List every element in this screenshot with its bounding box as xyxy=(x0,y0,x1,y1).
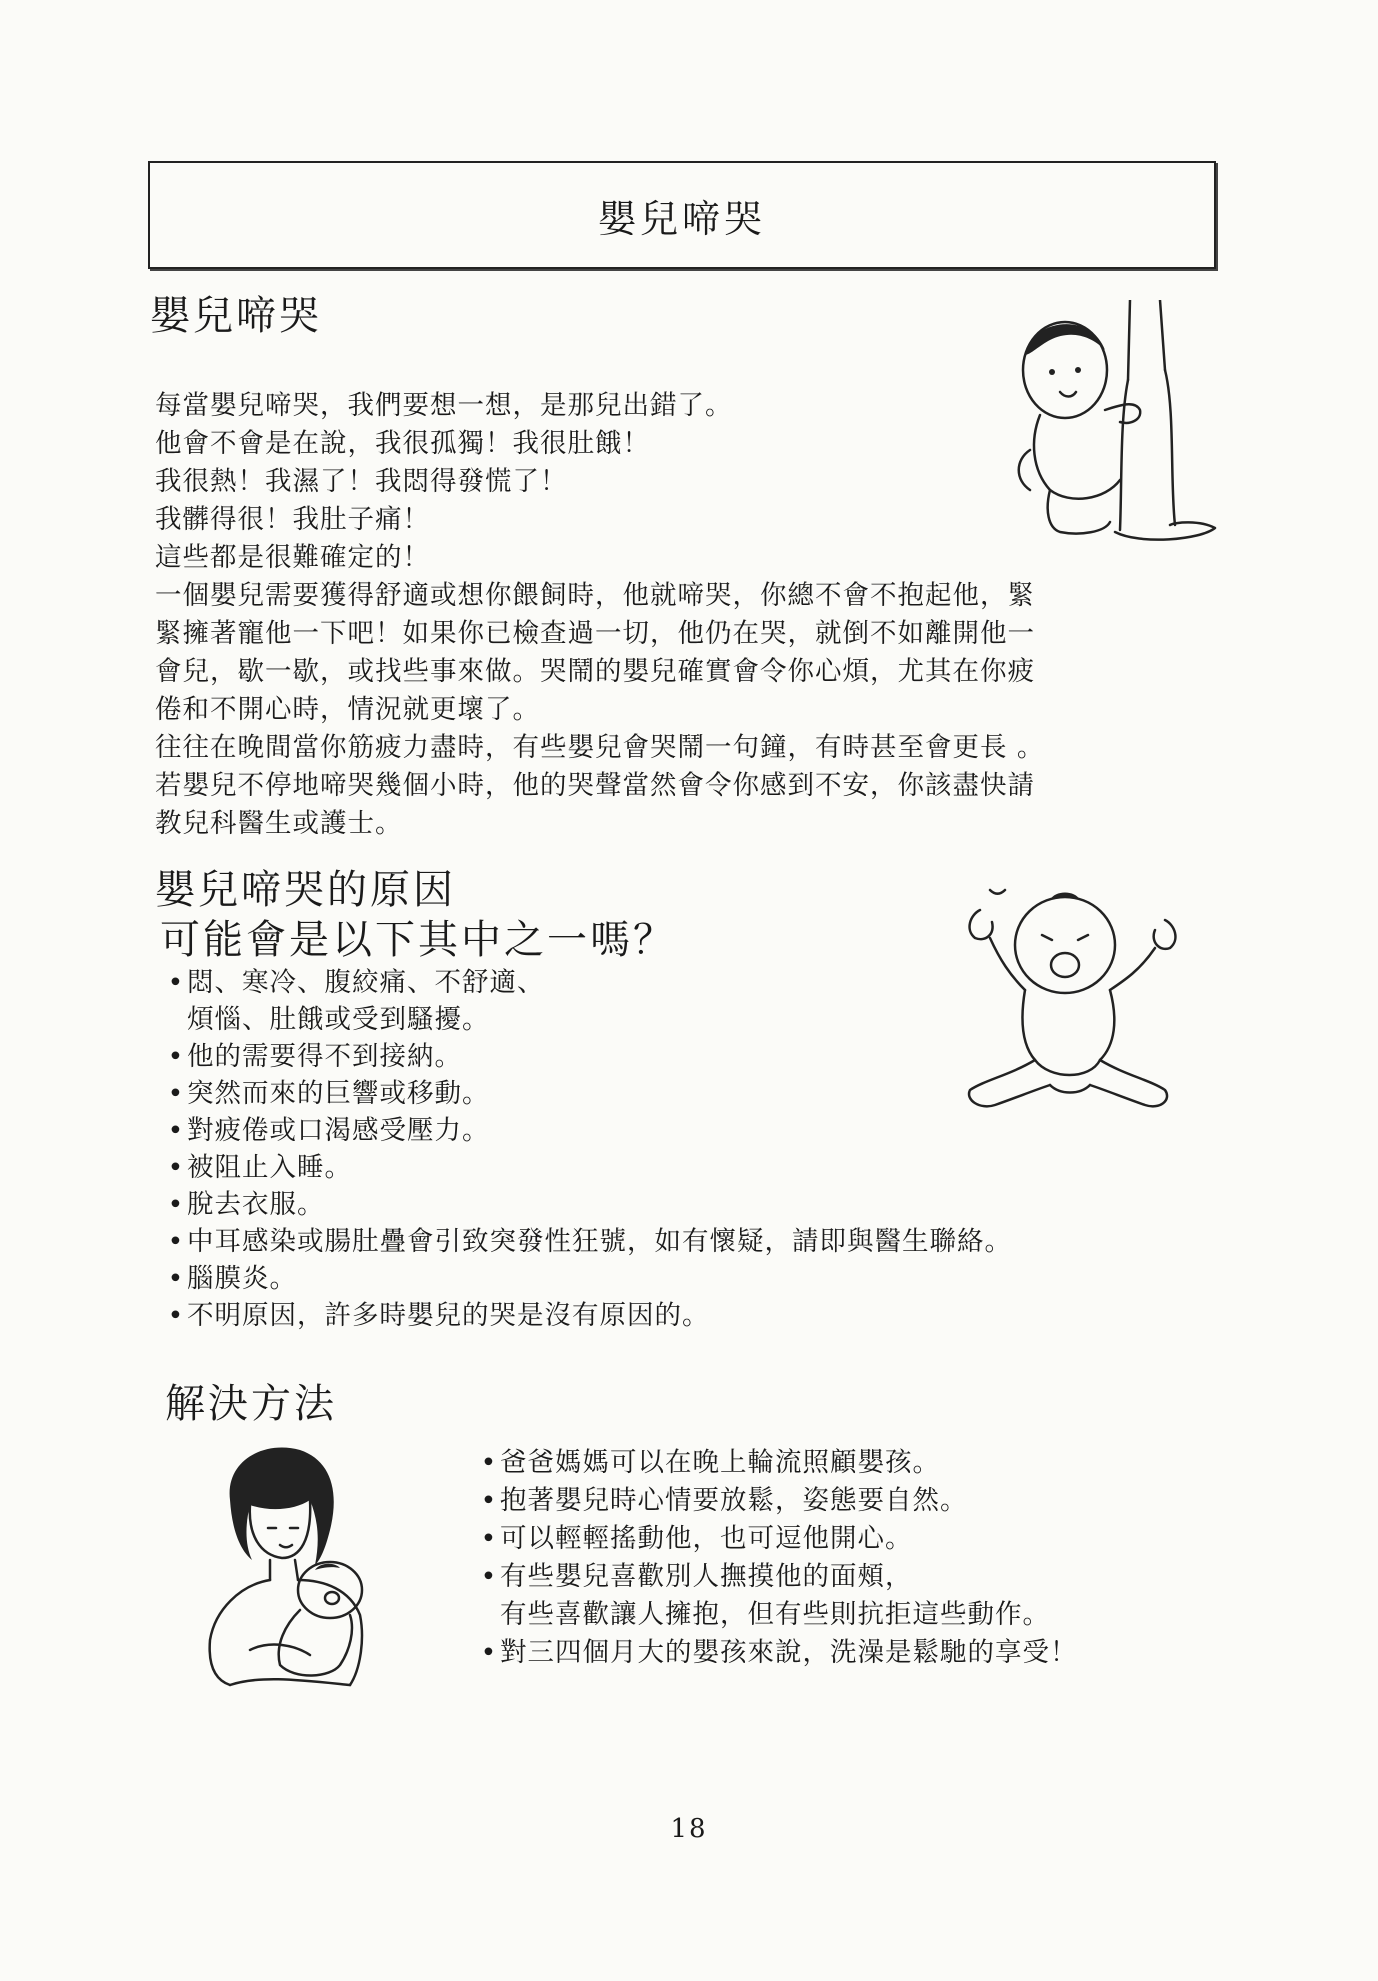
list-item-text: 中耳感染或腸肚疊會引致突發性狂號，如有懷疑，請即與醫生聯絡。 xyxy=(187,1226,1012,1257)
list-item xyxy=(478,1520,1078,1558)
list-item-text: 抱著嬰兒時心情要放鬆，姿態要自然。 xyxy=(500,1485,968,1516)
list-item xyxy=(165,1038,1012,1075)
list-item xyxy=(478,1482,1078,1520)
paragraph-line: 會兒，歇一歇，或找些事來做。哭鬧的嬰兒確實會令你心煩，尤其在你疲 xyxy=(155,656,1035,687)
crying-paragraph xyxy=(155,387,1044,843)
list-item-text: 突然而來的巨響或移動。 xyxy=(187,1078,490,1109)
bullet: • xyxy=(167,1078,185,1109)
paragraph-line: 緊擁著寵他一下吧！如果你已檢查過一切，他仍在哭，就倒不如離開他一 xyxy=(155,618,1035,649)
bullet: • xyxy=(167,1300,185,1331)
list-item-text: 脫去衣服。 xyxy=(187,1189,325,1220)
paragraph-line: 他會不會是在說，我很孤獨！我很肚餓！ xyxy=(155,428,650,459)
toddler-clinging-illustration xyxy=(1010,300,1240,550)
paragraph-line: 倦和不開心時，情況就更壞了。 xyxy=(155,694,540,725)
list-item-text: 有些嬰兒喜歡別人撫摸他的面頰， xyxy=(500,1561,913,1592)
paragraph-line: 一個嬰兒需要獲得舒適或想你餵飼時，他就啼哭，你總不會不抱起他，緊 xyxy=(155,580,1035,611)
section-subheading-causes: 可能會是以下其中之一嗎？ xyxy=(160,917,676,963)
list-item-text: 腦膜炎。 xyxy=(187,1263,297,1294)
bullet: • xyxy=(480,1561,498,1592)
bullet: • xyxy=(167,1226,185,1257)
list-item xyxy=(165,1260,1012,1297)
bullet: • xyxy=(167,1189,185,1220)
bullet: • xyxy=(480,1447,498,1478)
paragraph-line: 教兒科醫生或護士。 xyxy=(155,808,403,839)
bullet: • xyxy=(480,1523,498,1554)
mother-holding-baby-illustration xyxy=(190,1440,430,1690)
bullet: • xyxy=(167,967,185,998)
list-item-text: 可以輕輕搖動他，也可逗他開心。 xyxy=(500,1523,913,1554)
list-item-text: 被阻止入睡。 xyxy=(187,1152,352,1183)
list-item xyxy=(165,1297,1012,1334)
list-item-text: 爸爸媽媽可以在晚上輪流照顧嬰孩。 xyxy=(500,1447,940,1478)
paragraph-line: 我很熱！我濕了！我悶得發慌了！ xyxy=(155,466,568,497)
bullet: • xyxy=(167,1152,185,1183)
list-item xyxy=(165,1112,1012,1149)
list-item-text: 不明原因，許多時嬰兒的哭是沒有原因的。 xyxy=(187,1300,710,1331)
list-item xyxy=(165,1186,1012,1223)
solutions-list xyxy=(478,1444,1078,1672)
list-item-continuation: 煩惱、肚餓或受到騷擾。 xyxy=(187,1004,490,1035)
list-item-text: 他的需要得不到接納。 xyxy=(187,1041,462,1072)
paragraph-line: 往往在晚間當你筋疲力盡時，有些嬰兒會哭鬧一句鐘，有時甚至會更長 。 xyxy=(155,732,1045,763)
list-item xyxy=(478,1558,1078,1634)
list-item-continuation: 有些喜歡讓人擁抱，但有些則抗拒這些動作。 xyxy=(500,1599,1050,1630)
list-item xyxy=(478,1634,1078,1672)
bullet: • xyxy=(167,1041,185,1072)
crying-baby-illustration xyxy=(950,880,1200,1130)
paragraph-line: 每當嬰兒啼哭，我們要想一想，是那兒出錯了。 xyxy=(155,390,733,421)
list-item-text: 對疲倦或口渴感受壓力。 xyxy=(187,1115,490,1146)
list-item-text: 悶、寒冷、腹絞痛、不舒適、 xyxy=(187,967,545,998)
bullet: • xyxy=(480,1485,498,1516)
section-heading-solutions: 解決方法 xyxy=(165,1381,337,1427)
bullet: • xyxy=(167,1263,185,1294)
section-heading-causes: 嬰兒啼哭的原因 xyxy=(155,867,456,913)
section-heading-crying: 嬰兒啼哭 xyxy=(150,293,322,339)
list-item xyxy=(165,1223,1012,1260)
causes-list xyxy=(165,964,1012,1334)
paragraph-line: 這些都是很難確定的！ xyxy=(155,542,430,573)
bullet: • xyxy=(167,1115,185,1146)
paragraph-line: 我髒得很！我肚子痛！ xyxy=(155,504,430,535)
page-title: 嬰兒啼哭 xyxy=(597,196,766,241)
list-item xyxy=(478,1444,1078,1482)
list-item xyxy=(165,1149,1012,1186)
list-item-text: 對三四個月大的嬰孩來說，洗澡是鬆馳的享受！ xyxy=(500,1637,1078,1668)
title-box xyxy=(148,161,1216,269)
list-item xyxy=(165,1075,1012,1112)
paragraph-line: 若嬰兒不停地啼哭幾個小時，他的哭聲當然會令你感到不安，你該盡快請 xyxy=(155,770,1035,801)
page-number: 18 xyxy=(670,1814,708,1844)
list-item xyxy=(165,964,1012,1038)
bullet: • xyxy=(480,1637,498,1668)
